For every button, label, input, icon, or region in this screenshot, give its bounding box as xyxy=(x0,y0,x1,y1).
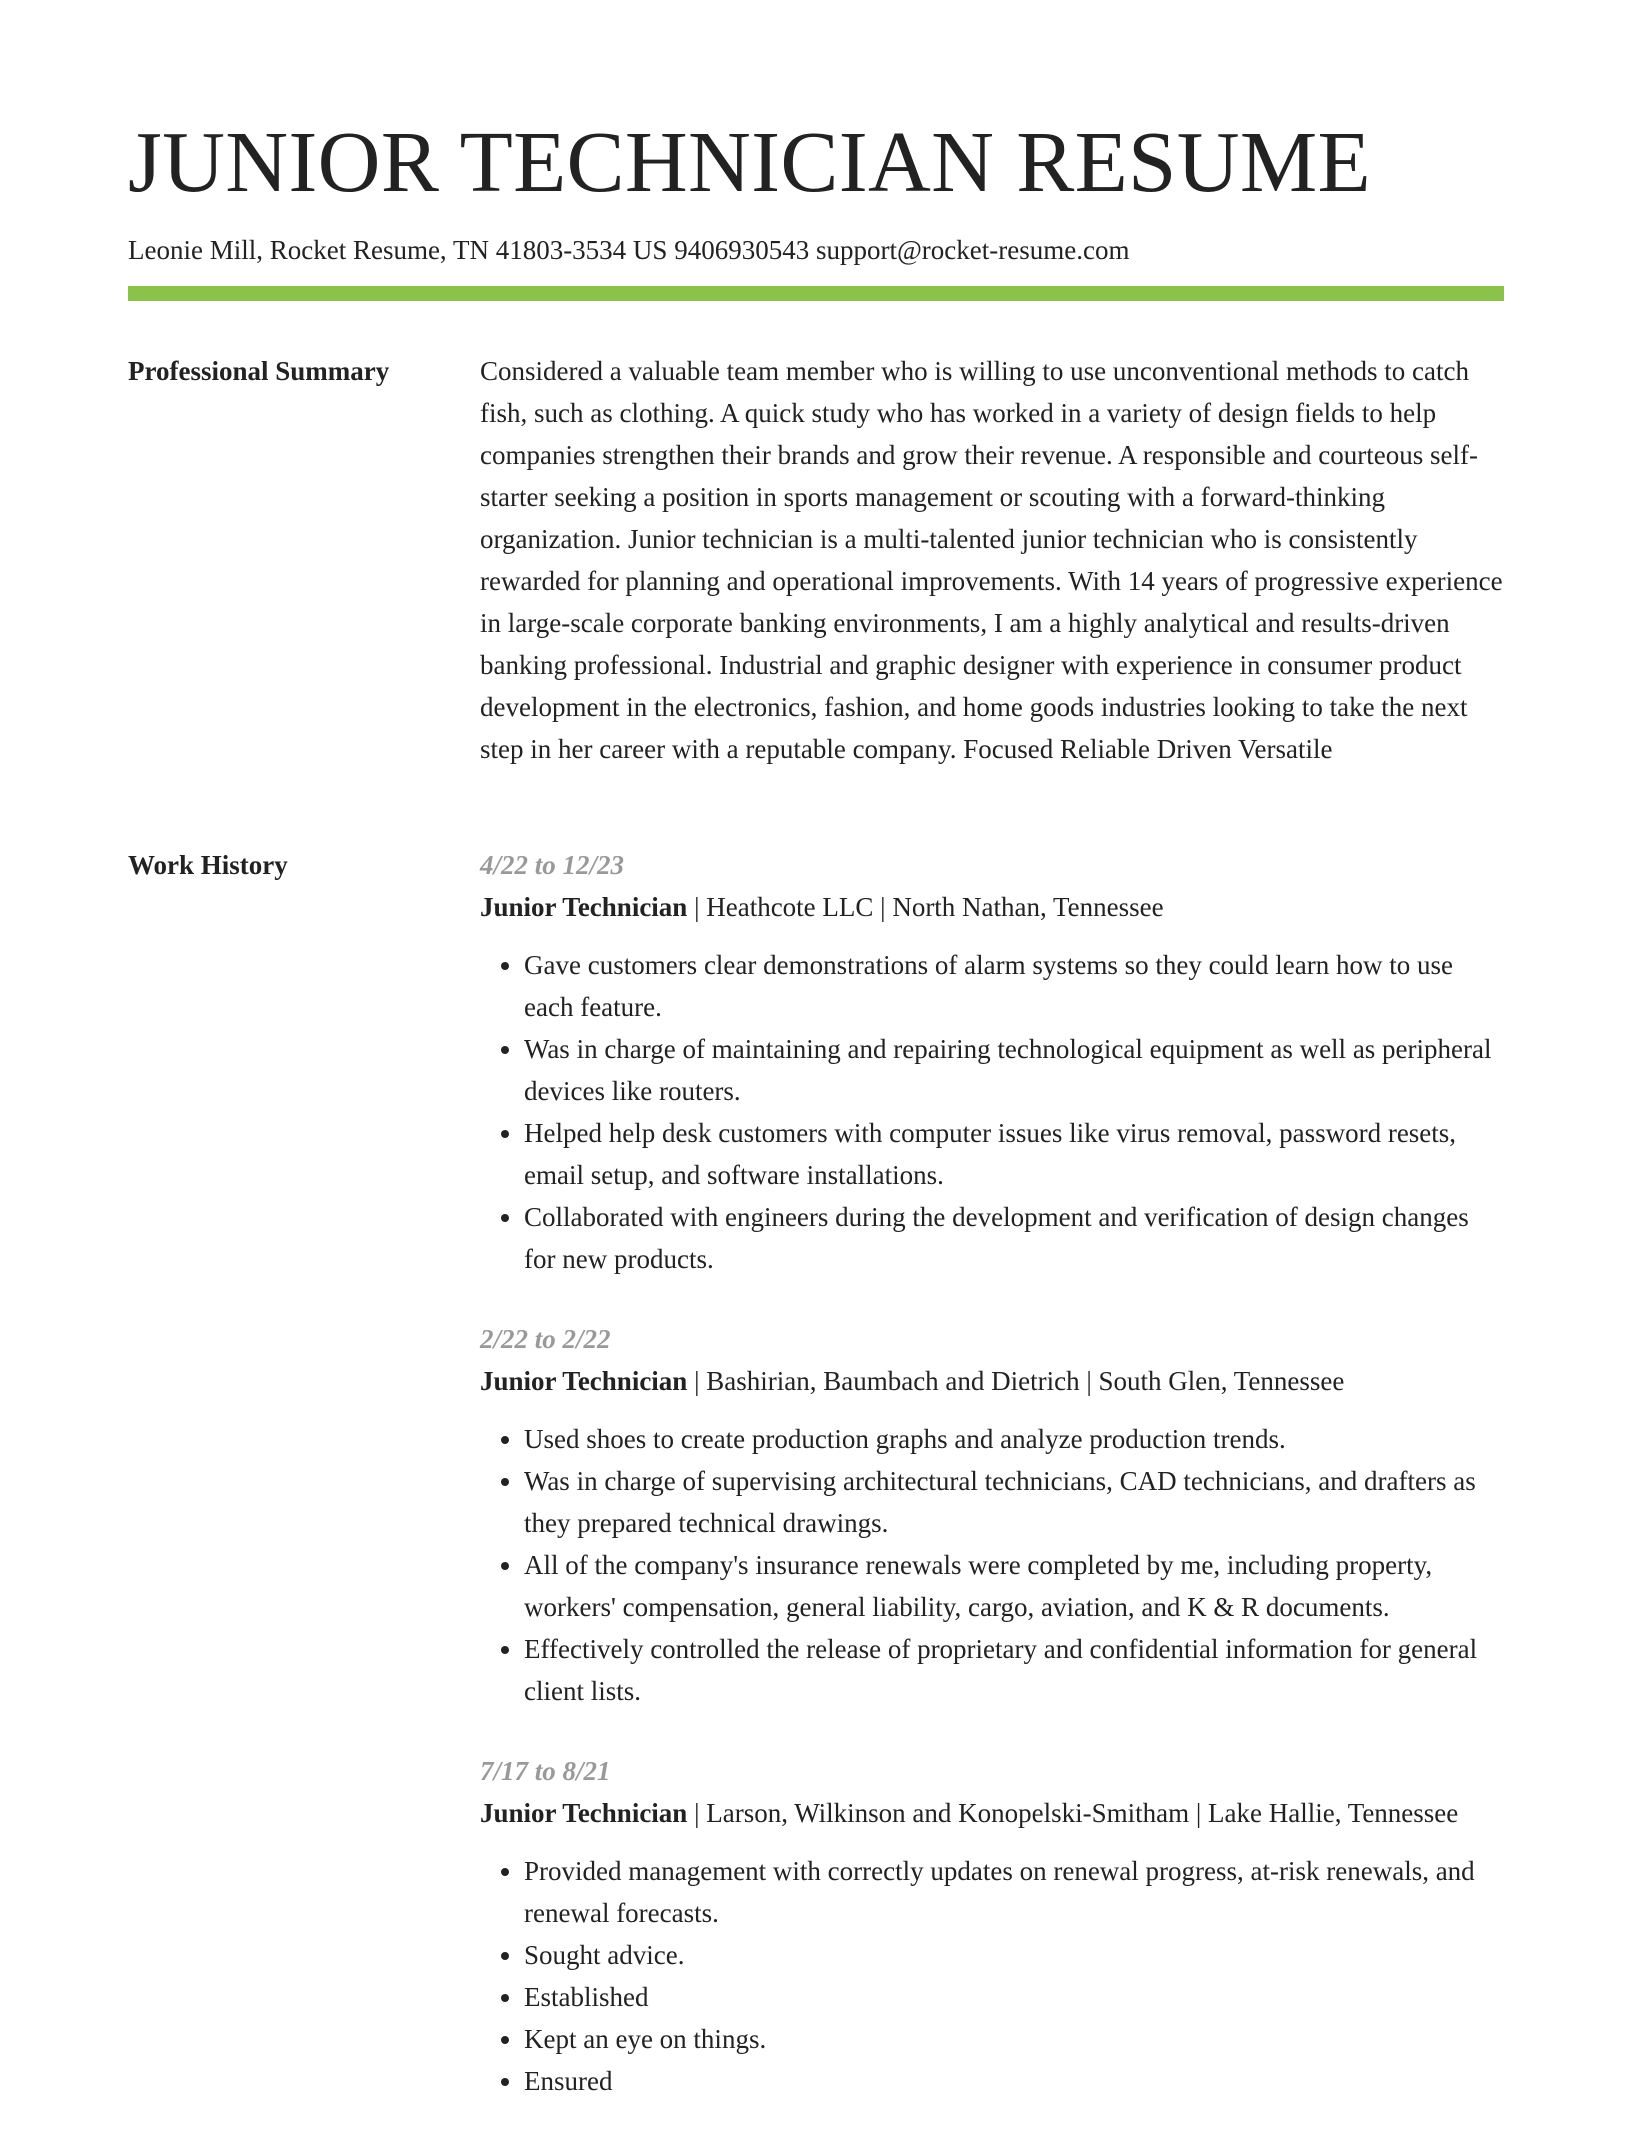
job-bullet: • Kept an eye on things. xyxy=(524,2018,1504,2060)
job-bullet: • Sought advice. xyxy=(524,1934,1504,1976)
header-divider xyxy=(128,286,1504,301)
job-bullet: • Provided management with correctly updates on renewal progress, at-risk renewals, and renewal forecasts. xyxy=(524,1850,1504,1934)
job-bullet: • Collaborated with engineers during the development and verification of design changes for new products. xyxy=(524,1196,1504,1280)
resume-title: JUNIOR TECHNICIAN RESUME xyxy=(128,113,1371,210)
job-dates: 2/22 to 2/22 xyxy=(480,1324,611,1354)
summary-text: Considered a valuable team member who is willing to use unconventional methods to catch fish, such as clothing. A quick study who has worked in a variety of design fields to help companies strengthen their brands and grow their revenue. A responsible and courteous self-starter seeking a position in sports management or scouting with a forward-thinking organization. Junior technician is a multi-talented junior technician who is consistently rewarded for planning and operational improvements. With 14 years of progressive experience in large-scale corporate banking environments, I am a highly analytical and results-driven banking professional. Industrial and graphic designer with experience in consumer product development in the electronics, fashion, and home goods industries looking to take the next step in her career with a reputable company. Focused Reliable Driven Versatile xyxy=(480,356,1503,764)
section-heading: Professional Summary xyxy=(128,356,390,386)
work-history-list xyxy=(480,844,1504,2140)
job-bullet: • Ensured xyxy=(524,2060,1504,2102)
job-bullet-list xyxy=(480,1418,1504,1712)
job-details: | Bashirian, Baumbach and Dietrich | South Glen, Tennessee xyxy=(687,1366,1345,1396)
job-header xyxy=(480,1360,1504,1402)
job-bullet: • Established xyxy=(524,1976,1504,2018)
section-heading: Work History xyxy=(128,850,288,880)
job-dates: 7/17 to 8/21 xyxy=(480,1756,611,1786)
job-title: Junior Technician xyxy=(480,892,688,922)
job-entry xyxy=(480,1318,1504,1712)
job-bullet-list xyxy=(480,1850,1504,2102)
job-bullet: • Effectively controlled the release of proprietary and confidential information for general client lists. xyxy=(524,1628,1504,1712)
job-details: | Heathcote LLC | North Nathan, Tennessee xyxy=(687,892,1164,922)
job-dates: 4/22 to 12/23 xyxy=(480,850,625,880)
job-header xyxy=(480,1792,1504,1834)
job-bullet: • Was in charge of supervising architectural technicians, CAD technicians, and drafters as they prepared technical drawings. xyxy=(524,1460,1504,1544)
job-bullet: • Gave customers clear demonstrations of alarm systems so they could learn how to use each feature. xyxy=(524,944,1504,1028)
job-entry xyxy=(480,1750,1504,2102)
job-title: Junior Technician xyxy=(480,1798,688,1828)
job-title: Junior Technician xyxy=(480,1366,688,1396)
job-entry xyxy=(480,844,1504,1280)
job-header xyxy=(480,886,1504,928)
job-bullet-list xyxy=(480,944,1504,1280)
job-bullet: • All of the company's insurance renewals were completed by me, including property, workers' compensation, general liability, cargo, aviation, and K & R documents. xyxy=(524,1544,1504,1628)
job-bullet: • Helped help desk customers with computer issues like virus removal, password resets, email setup, and software installations. xyxy=(524,1112,1504,1196)
job-bullet: • Used shoes to create production graphs and analyze production trends. xyxy=(524,1418,1504,1460)
contact-info: Leonie Mill, Rocket Resume, TN 41803-3534 US 9406930543 support@rocket-resume.com xyxy=(128,235,1130,265)
job-details: | Larson, Wilkinson and Konopelski-Smitham | Lake Hallie, Tennessee xyxy=(687,1798,1459,1828)
job-bullet: • Was in charge of maintaining and repairing technological equipment as well as peripheral devices like routers. xyxy=(524,1028,1504,1112)
